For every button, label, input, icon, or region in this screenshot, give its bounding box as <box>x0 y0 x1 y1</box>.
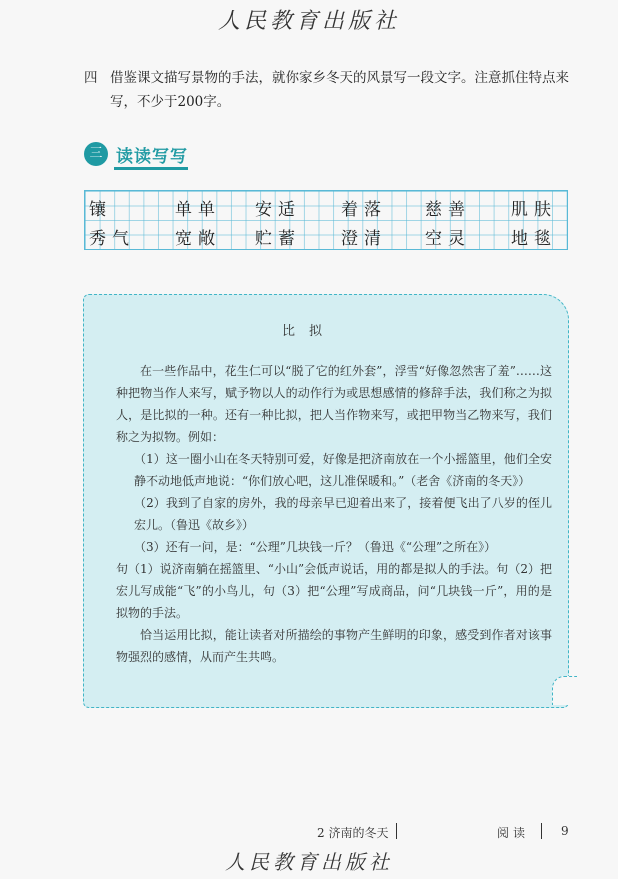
footer-divider <box>396 823 397 839</box>
word-3: 安适 <box>255 200 301 220</box>
word-7: 秀气 <box>89 229 135 249</box>
info-paragraph: 句（1）说济南躺在摇篮里、“小山”会低声说话，用的都是拟人的手法。句（2）把宏儿写成能“飞”的小鸟儿，句（3）把“公理”写成商品，问“几块钱一斤”，用的是拟物的手法。 <box>116 562 552 620</box>
footer-chapter: 2 济南的冬天 <box>317 826 389 840</box>
word-6: 肌肤 <box>511 200 557 220</box>
word-8: 宽敞 <box>175 229 221 249</box>
info-paragraph: 在一些作品中，花生仁可以“脱了它的红外套”，浮雪“好像忽然害了羞”……这种把物当作人来写，赋予物以人的动作行为或思想感情的修辞手法，我们称之为拟人，是比拟的一种。还有一种比拟，把人当作物来写，或把甲物当乙物来写，我们称之为拟物。例如： <box>116 364 552 444</box>
section-header <box>84 140 244 170</box>
word-4: 着落 <box>341 200 387 220</box>
info-paragraph: 恰当运用比拟，能让读者对所描绘的事物产生鲜明的印象，感受到作者对该事物强烈的感情，从而产生共鸣。 <box>116 628 552 664</box>
info-box-notch <box>552 676 577 705</box>
word-grid-row-2 <box>85 220 567 249</box>
word-grid <box>84 190 568 250</box>
word-2: 单单 <box>175 200 221 220</box>
word-grid-row-1 <box>85 191 567 220</box>
word-12: 地毯 <box>511 229 557 249</box>
info-example-3: （3）还有一问，是：“公理”几块钱一斤？（鲁迅《“公理”之所在》） <box>134 540 497 554</box>
exercise-text: 借鉴课文描写景物的手法，就你家乡冬天的风景写一段文字。注意抓住特点来写，不少于200字。 <box>110 70 569 110</box>
exercise-number: 四 <box>84 70 98 86</box>
word-1: 镶 <box>89 200 112 220</box>
word-9: 贮蓄 <box>255 229 301 249</box>
word-10: 澄清 <box>341 229 387 249</box>
section-underline <box>114 167 188 170</box>
section-badge: 三 <box>84 142 108 166</box>
info-example-1: （1）这一圈小山在冬天特别可爱，好像是把济南放在一个小摇篮里，他们全安静不动地低声地说：“你们放心吧，这儿准保暖和。”（老舍《济南的冬天》） <box>134 452 552 488</box>
info-box-body <box>116 360 552 668</box>
footer-divider <box>541 823 542 839</box>
info-box-title: 比拟 <box>281 324 336 339</box>
publisher-logo-footer: 人民教育出版社 <box>225 850 393 874</box>
section-title: 读读写写 <box>116 147 188 167</box>
word-11: 空灵 <box>425 229 471 249</box>
exercise-block <box>84 66 584 114</box>
footer-section: 阅读 <box>497 826 530 840</box>
info-example-2: （2）我到了自家的房外，我的母亲早已迎着出来了，接着便飞出了八岁的侄儿宏儿。（鲁迅《故乡》） <box>134 496 552 532</box>
publisher-logo-header: 人民教育出版社 <box>217 9 400 34</box>
word-5: 慈善 <box>425 200 471 220</box>
page-number: 9 <box>561 824 569 838</box>
